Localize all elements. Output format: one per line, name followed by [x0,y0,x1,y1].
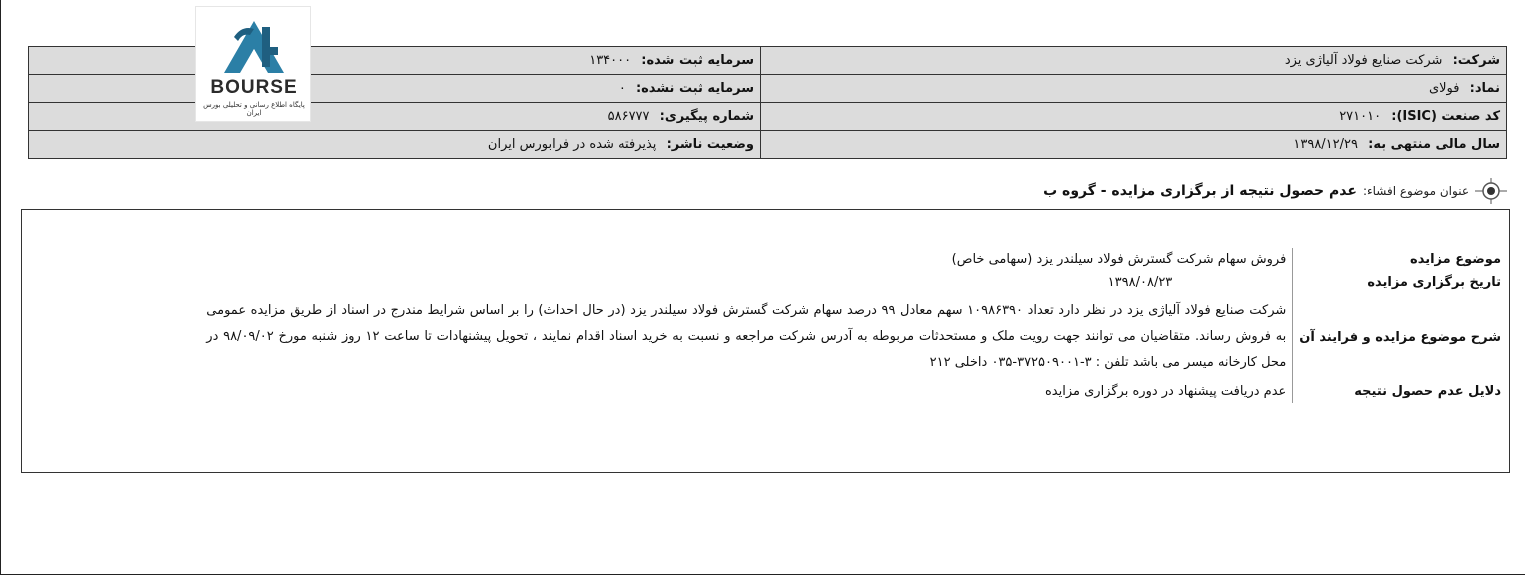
fiscal-year-value: ۱۳۹۸/۱۲/۲۹ [1293,137,1358,152]
symbol-value: فولای [1428,81,1460,96]
header-row-fiscal-year [29,131,1507,159]
auction-date-label: تاریخ برگزاری مزایده [1293,271,1509,294]
tracking-number-label: شماره پیگیری: [659,109,754,124]
bourse-logo-icon [196,7,312,79]
detail-row-description [200,294,1509,380]
publisher-status-label: وضعیت ناشر: [666,137,754,152]
detail-row-failure-reason [200,380,1509,403]
registered-capital-value: ۱۳۴۰۰۰ [589,53,632,68]
unregistered-capital-value: ۰ [618,81,626,96]
subject-label: عنوان موضوع افشاء: [1362,184,1469,198]
detail-row-date [200,271,1509,294]
description-value: شرکت صنایع فولاد آلیاژی یزد در نظر دارد تعداد ۱۰۹۸۶۳۹۰ سهم معادل ۹۹ درصد سهام شرکت گسترش فولاد سیلندر یزد (در حال احداث) را بر اساس شرایط مندرج در اسناد از طریق مزایده عمومی به فروش رساند. متقاضیان می توانند جهت رویت ملک و مستحدثات مربوطه به آدرس شرکت مراجعه و نسبت به خرید اسناد اقدام نمایند ، تحویل پیشنهادات تا ساعت ۱۲ روز شنبه مورخ ۹۸/۰۹/۰۲ در محل کارخانه میسر می باشد تلفن : ۳-۳۷۲۵۰۹۰۰۱-۰۳۵ داخلی ۲۱۲ [206,303,1287,370]
isic-label: کد صنعت (ISIC): [1391,109,1500,124]
bourse-logo-text: BOURSE [210,77,298,98]
failure-reason-label: دلایل عدم حصول نتیجه [1293,380,1509,403]
failure-reason-value: عدم دریافت پیشنهاد در دوره برگزاری مزایده [1045,384,1287,399]
subject-title: عدم حصول نتیجه از برگزاری مزایده - گروه ب [1043,183,1357,199]
symbol-label: نماد: [1469,81,1500,96]
registered-capital-label: سرمایه ثبت شده: [641,53,754,68]
target-icon [1475,178,1507,204]
tracking-number-cell [29,103,761,131]
unregistered-capital-label: سرمایه ثبت نشده: [635,81,754,96]
fiscal-year-label: سال مالی منتهی به: [1368,137,1500,152]
company-label: شرکت: [1452,53,1500,68]
bourse-logo [195,6,311,122]
auction-subject-label: موضوع مزایده [1293,248,1509,271]
publisher-status-cell [29,131,761,159]
publisher-status-value: پذیرفته شده در فرابورس ایران [487,137,657,152]
registered-capital-cell [29,47,761,75]
disclosure-subject-row [1043,178,1507,204]
auction-details-table [200,248,1509,403]
fiscal-year-cell [761,131,1507,159]
tracking-number-value: ۵۸۶۷۷۷ [607,109,650,124]
symbol-cell [761,75,1507,103]
company-cell [761,47,1507,75]
auction-details-box [21,209,1510,473]
unregistered-capital-cell [29,75,761,103]
description-label: شرح موضوع مزایده و فرایند آن [1293,294,1509,380]
detail-row-subject [200,248,1509,271]
auction-subject-value: فروش سهام شرکت گسترش فولاد سیلندر یزد (سهامی خاص) [951,252,1287,267]
isic-value: ۲۷۱۰۱۰ [1339,109,1382,124]
auction-date-value: ۱۳۹۸/۰۸/۲۳ [1107,275,1173,290]
company-value: شرکت صنایع فولاد آلیاژی یزد [1284,53,1443,68]
isic-cell [761,103,1507,131]
bourse-logo-subtitle: پایگاه اطلاع رسانی و تحلیلی بورس ایران [203,101,305,117]
